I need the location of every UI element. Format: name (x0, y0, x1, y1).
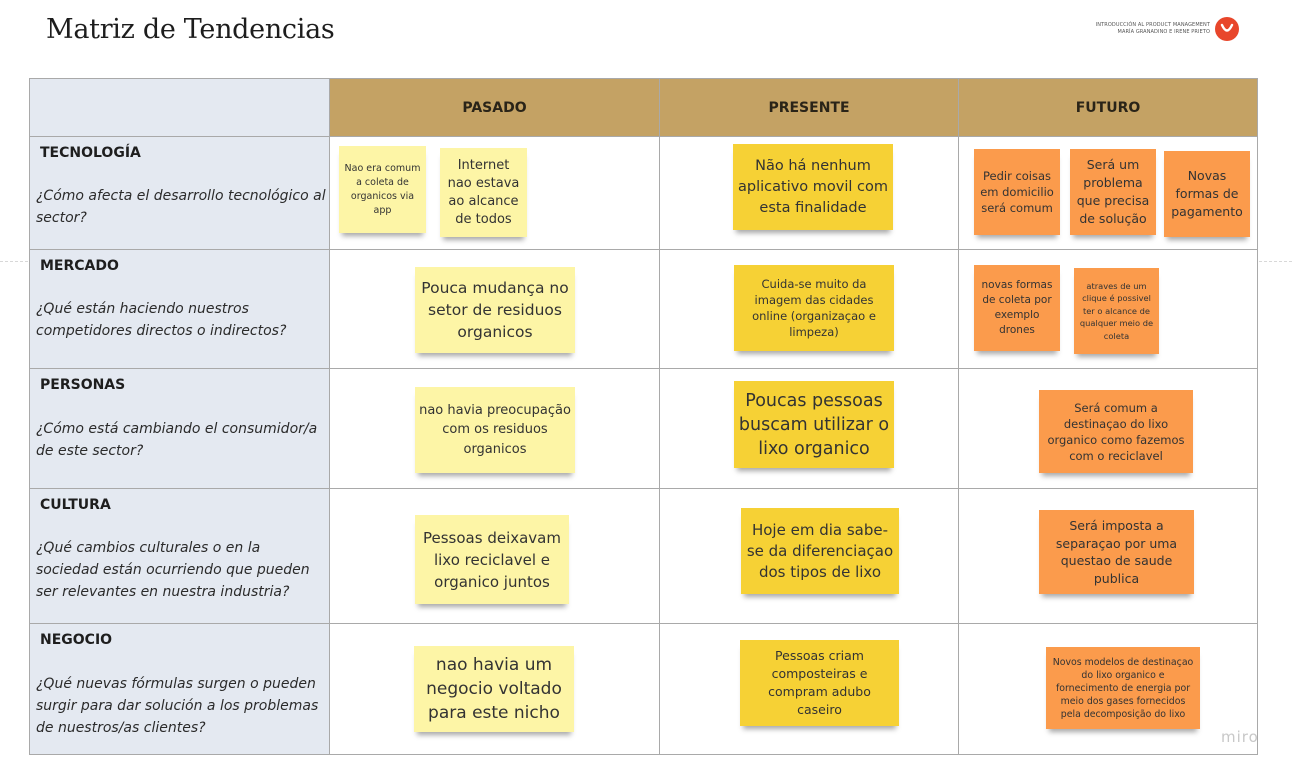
sticky-note[interactable]: novas formas de coleta por exemplo drones (974, 265, 1060, 351)
sticky-note[interactable]: Será imposta a separaçao por uma questao de saude publica (1039, 510, 1194, 594)
brand-line-1: INTRODUCCIÓN AL PRODUCT MANAGEMENT (1095, 22, 1210, 28)
row-question: ¿Qué están haciendo nuestros competidores directos o indirectos? (36, 301, 287, 339)
row-question: ¿Cómo está cambiando el consumidor/a de este sector? (36, 421, 318, 459)
brand-line-2: MARÍA GRANADINO E IRENE PRIETO (1117, 29, 1210, 35)
row-question: ¿Qué nuevas fórmulas surgen o pueden surgir para dar solución a los problemas de nuestros/as clientes? (36, 676, 319, 736)
row-question: ¿Qué cambios culturales o en la sociedad están ocurriendo que pueden ser relevantes en nuestra industria? (36, 540, 310, 600)
row-question: ¿Cómo afecta el desarrollo tecnológico al sector? (36, 188, 326, 226)
row-label-personas (29, 368, 330, 489)
sticky-note[interactable]: Pessoas deixavam lixo reciclavel e organico juntos (415, 515, 569, 604)
sticky-note[interactable]: nao havia um negocio voltado para este nicho (414, 646, 574, 732)
column-header-futuro: FUTURO (958, 78, 1258, 137)
row-title: PERSONAS (40, 377, 126, 393)
row-label-tecnologia (29, 136, 330, 250)
row-title: MERCADO (40, 258, 119, 274)
row-label-cultura (29, 488, 330, 624)
matrix-corner-cell (29, 78, 330, 137)
sticky-note[interactable]: Poucas pessoas buscam utilizar o lixo organico (734, 381, 894, 468)
row-title: CULTURA (40, 497, 111, 513)
sticky-note[interactable]: Nao era comum a coleta de organicos via app (339, 146, 426, 233)
column-header-presente: PRESENTE (659, 78, 959, 137)
sticky-note[interactable]: Pouca mudança no setor de residuos organicos (415, 267, 575, 353)
brand-logo-icon (1215, 17, 1239, 41)
sticky-note[interactable]: Pessoas criam composteiras e compram adubo caseiro (740, 640, 899, 726)
row-label-mercado (29, 249, 330, 369)
sticky-note[interactable]: Será um problema que precisa de solução (1070, 149, 1156, 235)
row-label-negocio (29, 623, 330, 755)
sticky-note[interactable]: Hoje em dia sabe-se da diferenciaçao dos tipos de lixo (741, 508, 899, 594)
row-title: TECNOLOGÍA (40, 145, 141, 161)
sticky-note[interactable]: Novos modelos de destinaçao do lixo organico e fornecimento de energia por meio dos gases fornecidos pela decomposição do lixo (1046, 647, 1200, 729)
sticky-note[interactable]: nao havia preocupação com os residuos organicos (415, 387, 575, 473)
sticky-note[interactable]: Não há nenhum aplicativo movil com esta finalidade (733, 144, 893, 230)
row-title: NEGOCIO (40, 632, 113, 648)
sticky-note[interactable]: Será comum a destinaçao do lixo organico como fazemos com o reciclavel (1039, 390, 1193, 473)
sticky-note[interactable]: Cuida-se muito da imagem das cidades online (organizaçao e limpeza) (734, 265, 894, 351)
sticky-note[interactable]: atraves de um clique é possivel ter o alcance de qualquer meio de coleta (1074, 268, 1159, 354)
sticky-note[interactable]: Pedir coisas em domicilio será comum (974, 149, 1060, 235)
column-header-pasado: PASADO (329, 78, 660, 137)
sticky-note[interactable]: Novas formas de pagamento (1164, 151, 1250, 237)
sticky-note[interactable]: Internet nao estava ao alcance de todos (440, 148, 527, 237)
brand-text (1070, 22, 1210, 36)
page-title: Matriz de Tendencias (46, 14, 335, 45)
miro-watermark: miro (1221, 728, 1259, 746)
